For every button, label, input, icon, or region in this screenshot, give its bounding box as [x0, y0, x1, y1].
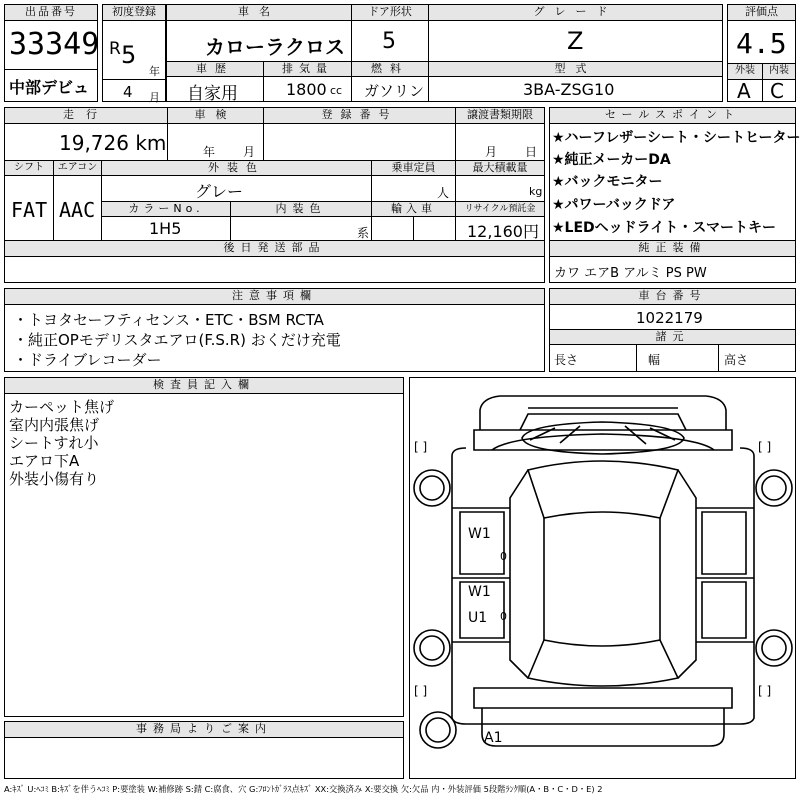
transfer-month-unit: 月 — [485, 145, 498, 159]
panel-bracket: [ ] — [414, 684, 428, 698]
chassis-box — [549, 288, 796, 372]
sales-point-item: ★ハーフレザーシート・シートヒーター — [552, 130, 800, 146]
lot-box — [4, 4, 98, 102]
color-no-label: カラーNo. — [102, 202, 230, 217]
inspector-item: 室内内張焦げ — [9, 416, 100, 434]
mileage-label: 走行 — [5, 108, 167, 124]
fuel-box — [351, 61, 429, 102]
fuel-label: 燃料 — [352, 62, 428, 77]
spec-block — [4, 107, 545, 283]
sales-point-item: ★パワーバックドア — [552, 197, 676, 213]
model-label: 型式 — [429, 62, 722, 77]
panel-zero: 0 — [500, 550, 507, 563]
registration-label: 登録番号 — [263, 108, 455, 124]
transfer-label: 譲渡書類期限 — [455, 108, 544, 124]
capacity-unit: 人 — [437, 186, 450, 200]
max-load-unit: kg — [529, 185, 543, 198]
history-value: 自家用 — [187, 84, 238, 104]
office-box — [4, 721, 404, 779]
score-label: 評価点 — [728, 5, 795, 21]
equipment-label: 純正装備 — [550, 241, 795, 257]
lot-label: 出品番号 — [5, 5, 97, 21]
import-label: 輸入車 — [371, 202, 455, 217]
damage-mark: A1 — [484, 730, 503, 746]
width-label: 幅 — [648, 353, 661, 367]
history-box — [166, 61, 264, 102]
damage-mark: U1 — [468, 610, 488, 626]
exterior-color-value: グレー — [195, 182, 244, 201]
interior-color-label: 内装色 — [230, 202, 371, 217]
venue-label: 中部デビュ — [9, 78, 90, 97]
transfer-day-unit: 日 — [525, 145, 538, 159]
lot-number: 33349 — [9, 27, 100, 62]
ext-score-label: 外装 — [728, 64, 762, 80]
ext-score-value: A — [737, 79, 751, 103]
sales-points-box — [549, 107, 800, 283]
year-unit: 年 — [149, 65, 160, 78]
era-value: R — [109, 39, 121, 59]
length-label: 長さ — [554, 353, 579, 367]
inspector-item: カーペット焦げ — [9, 398, 115, 416]
inspection-year-unit: 年 — [203, 145, 216, 159]
doors-value: 5 — [382, 29, 396, 54]
displacement-value: 1800 — [286, 80, 327, 99]
fuel-value: ガソリン — [364, 82, 425, 100]
inspection-month-unit: 月 — [243, 145, 256, 159]
int-score-label: 内装 — [762, 64, 795, 80]
legend-text: A:ｷｽﾞ U:ﾍｺﾐ B:ｷｽﾞを伴うﾍｺﾐ P:要塗装 W:補修跡 S:錆 C:腐食、穴 G:ﾌﾛﾝﾄｶﾞﾗｽ点ｷｽﾞ XX:交換済み X:要交換 欠:欠品 内・外装評価 5段階ﾗﾝｸ順(A・B・C・D・E) 2 — [4, 784, 603, 794]
note-item: ・純正OPモデリスタエアロ(F.S.R) おくだけ充電 — [13, 331, 341, 349]
sales-points-label: セールスポイント — [550, 108, 795, 124]
month-unit: 月 — [149, 91, 160, 104]
equipment-value: カワ エアB アルミ PS PW — [554, 266, 707, 281]
grade-value: Z — [567, 27, 584, 55]
chassis-label: 車台番号 — [550, 289, 795, 305]
car-name-box — [166, 4, 352, 62]
doors-box — [351, 4, 429, 62]
first-reg-label: 初度登録 — [103, 5, 165, 21]
history-label: 車歴 — [167, 62, 263, 77]
inspector-box — [4, 377, 404, 717]
aircon-label: エアコン — [53, 161, 101, 176]
sales-point-item: ★純正メーカーDA — [552, 152, 671, 168]
year-value: 5 — [121, 41, 137, 69]
notes-label: 注意事項欄 — [5, 289, 544, 305]
capacity-label: 乗車定員 — [371, 161, 455, 176]
displacement-label: 排気量 — [264, 62, 351, 77]
max-load-label: 最大積載量 — [455, 161, 544, 176]
first-reg-box — [102, 4, 166, 102]
recycle-label: リサイクル預託金 — [455, 202, 544, 217]
sales-point-item: ★LEDヘッドライト・スマートキー — [552, 220, 776, 236]
displacement-unit: cc — [330, 84, 343, 97]
shift-label: シフト — [5, 161, 53, 176]
chassis-value: 1022179 — [636, 309, 703, 327]
inspector-item: エアロ下A — [9, 452, 80, 470]
inspector-item: シートすれ小 — [9, 434, 99, 452]
car-name-label: 車名 — [167, 5, 351, 21]
note-item: ・ドライブレコーダー — [13, 351, 162, 369]
panel-zero: 0 — [500, 610, 507, 623]
sales-point-item: ★バックモニター — [552, 174, 663, 190]
displacement-box — [263, 61, 352, 102]
panel-bracket: [ ] — [414, 440, 428, 454]
car-diagram — [409, 377, 796, 779]
later-parts-label: 後日発送部品 — [5, 241, 544, 257]
mileage-value: 19,726 km — [59, 131, 167, 155]
car-name-value: カローラクロス — [205, 35, 345, 59]
note-item: ・トヨタセーフティセンス・ETC・BSM RCTA — [13, 311, 324, 329]
interior-color-unit: 系 — [357, 226, 370, 240]
panel-bracket: [ ] — [758, 684, 772, 698]
doors-label: ドア形状 — [352, 5, 428, 21]
damage-mark: W1 — [468, 584, 491, 600]
aircon-value: AAC — [59, 198, 96, 222]
car-outline-diagram — [410, 378, 795, 778]
score-box — [727, 4, 796, 102]
grade-box — [428, 4, 723, 62]
inspection-label: 車検 — [167, 108, 263, 124]
color-no-value: 1H5 — [149, 219, 182, 238]
int-score-value: C — [770, 79, 784, 103]
notes-box — [4, 288, 545, 372]
exterior-color-label: 外装色 — [101, 161, 371, 176]
recycle-value: 12,160円 — [467, 222, 539, 241]
dimensions-label: 諸元 — [550, 330, 795, 345]
inspector-label: 検査員記入欄 — [5, 378, 403, 394]
shift-value: FAT — [11, 198, 48, 222]
score-value: 4.5 — [736, 27, 787, 60]
month-value: 4 — [123, 83, 133, 101]
inspector-item: 外装小傷有り — [9, 470, 100, 488]
damage-mark: W1 — [468, 526, 491, 542]
model-box — [428, 61, 723, 102]
office-label: 事務局よりご案内 — [5, 722, 403, 738]
model-value: 3BA-ZSG10 — [523, 80, 615, 99]
grade-label: グレード — [429, 5, 722, 21]
height-label: 高さ — [724, 353, 749, 367]
panel-bracket: [ ] — [758, 440, 772, 454]
